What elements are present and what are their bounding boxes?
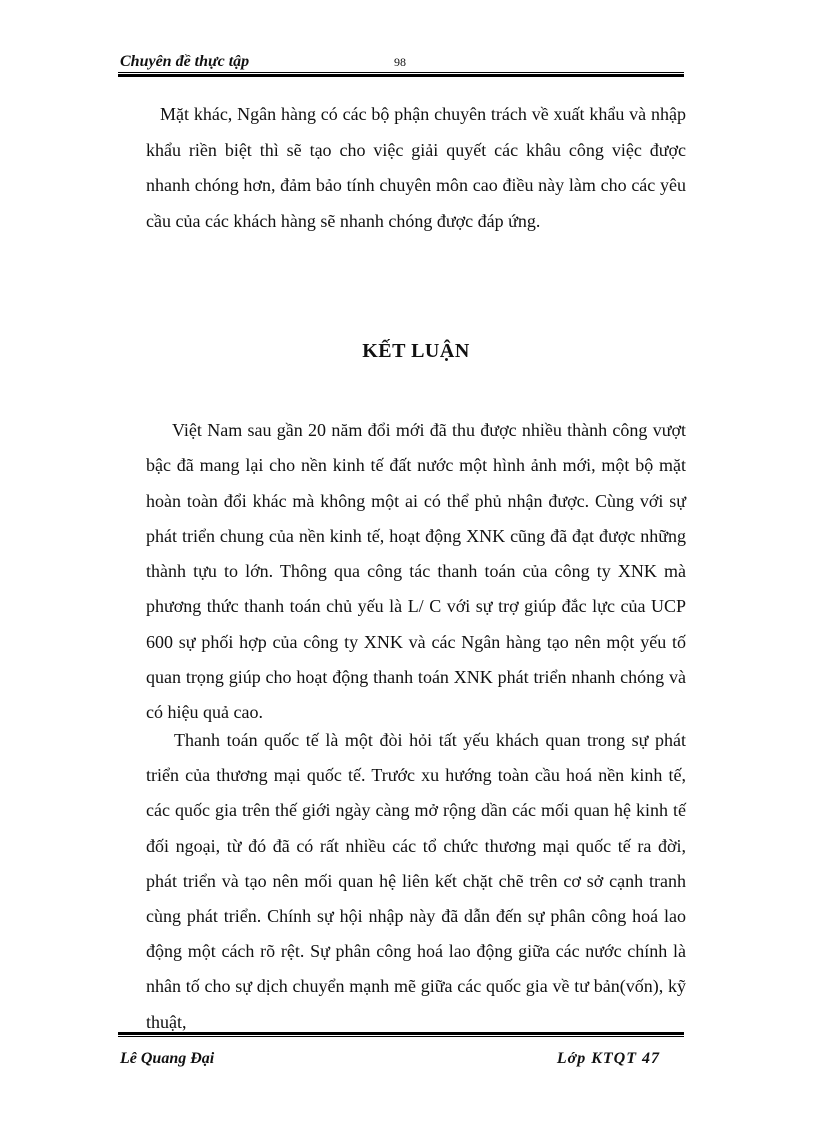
footer-class: Lớp KTQT 47 xyxy=(556,1050,660,1067)
page-number: 98 xyxy=(394,55,406,69)
body-paragraph-2: Việt Nam sau gần 20 năm đổi mới đã thu được nhiều thành công vượt bậc đã mang lại cho nền kinh tế đất nước một hình ảnh mới, một bộ mặt hoàn toàn đổi khác mà không một ai có thể phủ nhận được. Cùng với sự phát triển chung của nền kinh tế, hoạt động XNK cũng đã đạt được những thành tựu to lớn. Thông qua công tác thanh toán của công ty XNK mà phương thức thanh toán chủ yếu là L/ C với sự trợ giúp đắc lực của UCP 600 sự phối hợp của công ty XNK và các Ngân hàng tạo nên một yếu tố quan trọng giúp cho hoạt động thanh toán XNK phát triển nhanh chóng và có hiệu quả cao. xyxy=(146,420,686,723)
body-paragraph-1: Mặt khác, Ngân hàng có các bộ phận chuyên trách về xuất khẩu và nhập khẩu riền biệt thì sẽ tạo cho việc giải quyết các khâu công việc được nhanh chóng hơn, đảm bảo tính chuyên môn cao điều này làm cho các yêu cầu của các khách hàng sẽ nhanh chóng được đáp ứng. xyxy=(146,104,686,231)
footer-divider xyxy=(118,1032,684,1037)
page-footer xyxy=(118,1050,684,1074)
page-header xyxy=(118,52,684,74)
section-heading: KẾT LUẬN xyxy=(362,340,470,362)
header-title: Chuyên đề thực tập xyxy=(120,53,250,70)
header-divider xyxy=(118,72,684,77)
body-paragraph-3: Thanh toán quốc tế là một đòi hỏi tất yếu khách quan trong sự phát triển của thương mại quốc tế. Trước xu hướng toàn cầu hoá nền kinh tế, các quốc gia trên thế giới ngày càng mở rộng dần các mối quan hệ kinh tế đối ngoại, từ đó đã có rất nhiều các tổ chức thương mại quốc tế ra đời, phát triển và tạo nên mối quan hệ liên kết chặt chẽ trên cơ sở cạnh tranh cùng phát triển. Chính sự hội nhập này đã dẫn đến sự phân công hoá lao động một cách rõ rệt. Sự phân công hoá lao động giữa các nước chính là nhân tố cho sự dịch chuyển mạnh mẽ giữa các quốc gia về tư bản(vốn), kỹ thuật, xyxy=(146,730,686,1032)
footer-author: Lê Quang Đại xyxy=(120,1050,215,1067)
